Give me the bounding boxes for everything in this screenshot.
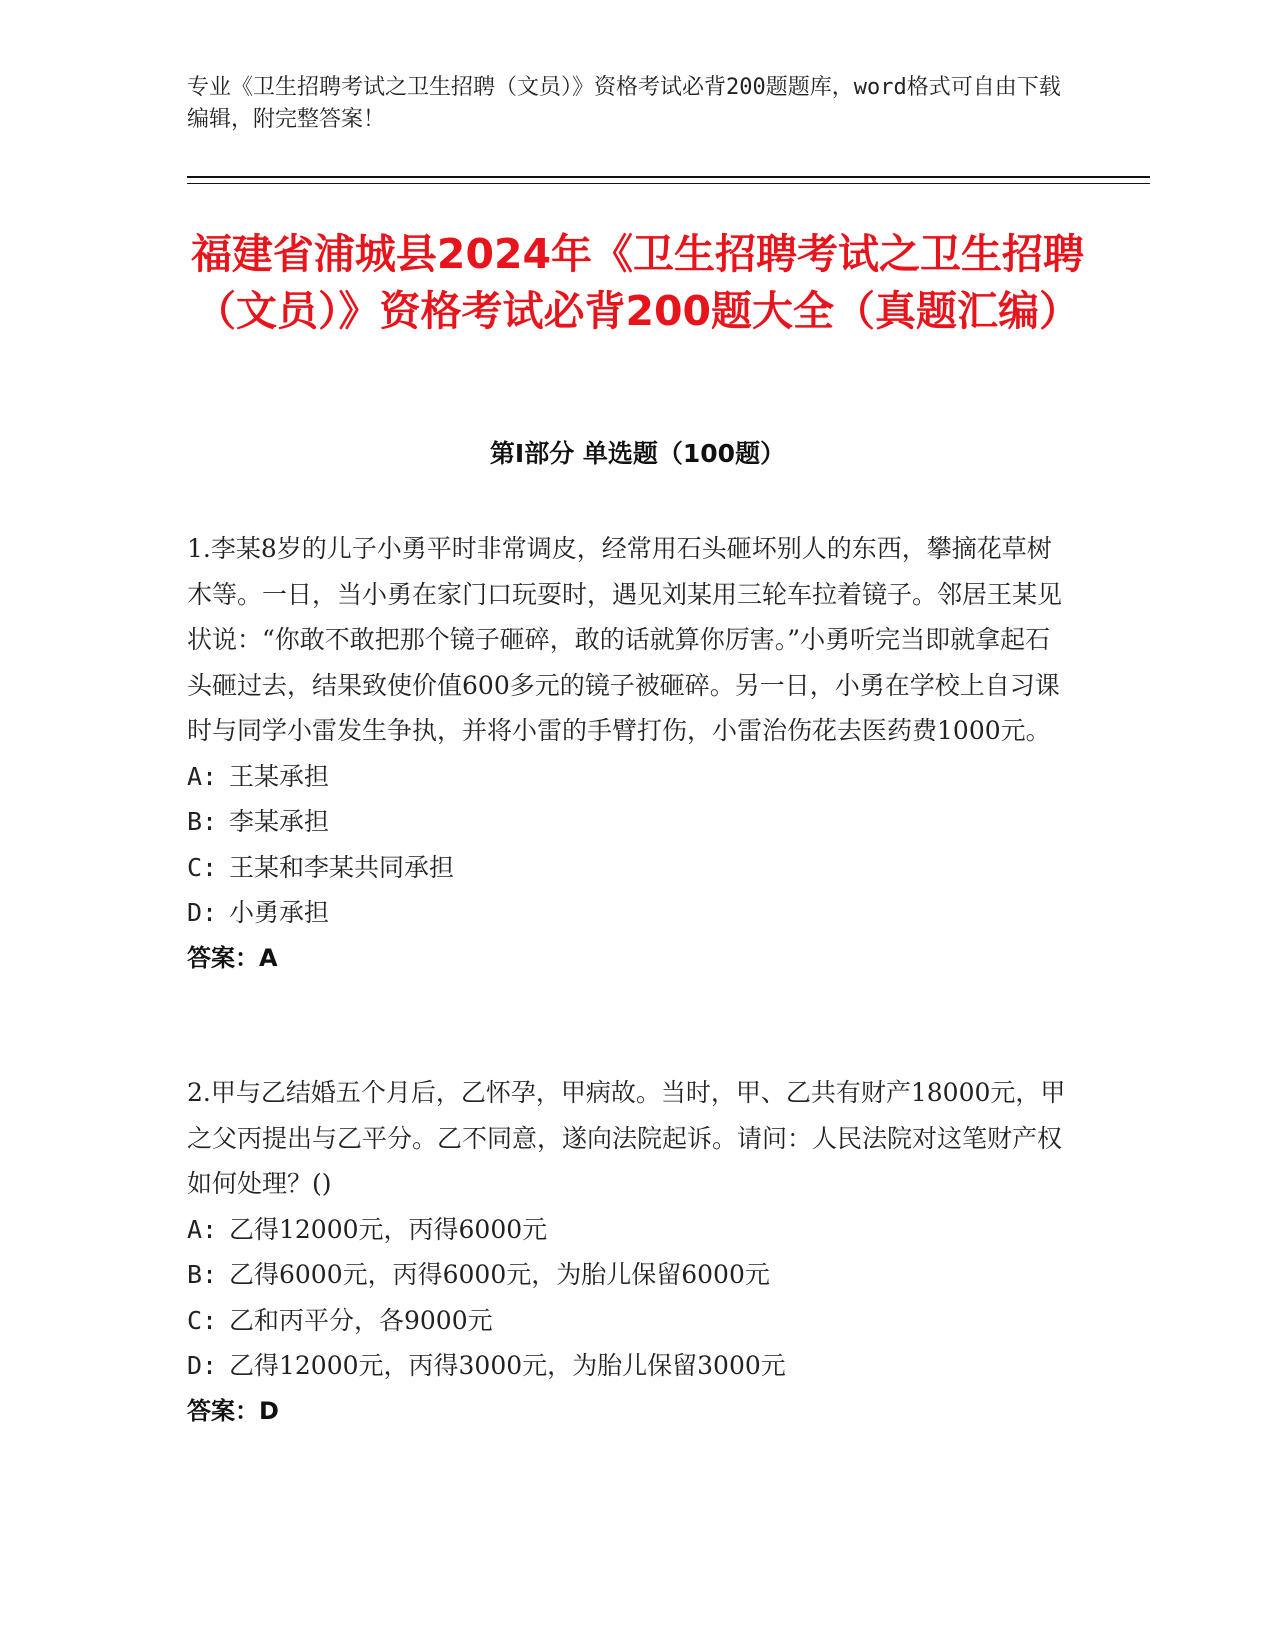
question-2 bbox=[187, 1070, 1067, 1434]
option-letter: D: bbox=[187, 1351, 218, 1380]
header-divider-thin bbox=[187, 183, 1150, 184]
document-title: 福建省浦城县2024年《卫生招聘考试之卫生招聘（文员）》资格考试必背200题大全（真题汇编） bbox=[190, 230, 1085, 335]
option-letter: D: bbox=[187, 898, 218, 927]
option-text: 王某和李某共同承担 bbox=[229, 852, 455, 882]
question-stem: 1.李某8岁的儿子小勇平时非常调皮，经常用石头砸坏别人的东西，攀摘花草树木等。一日，当小勇在家门口玩耍时，遇见刘某用三轮车拉着镜子。邻居王某见状说：“你敢不敢把那个镜子砸碎，敢的话就算你厉害。”小勇听完当即就拿起石头砸过去，结果致使价值600多元的镜子被砸碎。另一日，小勇在学校上自习课时与同学小雷发生争执，并将小雷的手臂打伤，小雷治伤花去医药费1000元。 bbox=[187, 534, 1063, 745]
option-text: 乙得6000元，丙得6000元，为胎儿保留6000元 bbox=[229, 1260, 770, 1289]
option-letter: B: bbox=[187, 807, 218, 836]
option-text: 李某承担 bbox=[229, 807, 330, 836]
option-a bbox=[187, 754, 1067, 800]
option-text: 王某承担 bbox=[229, 761, 330, 791]
option-a bbox=[187, 1207, 1067, 1253]
option-letter: C: bbox=[187, 852, 218, 882]
option-text: 小勇承担 bbox=[229, 898, 330, 927]
option-d bbox=[187, 1343, 1067, 1389]
option-b bbox=[187, 799, 1067, 845]
option-b bbox=[187, 1252, 1067, 1298]
option-text: 乙得12000元，丙得6000元 bbox=[229, 1214, 548, 1244]
section-title: 第I部分 单选题（100题） bbox=[489, 439, 786, 468]
option-text: 乙得12000元，丙得3000元，为胎儿保留3000元 bbox=[229, 1351, 786, 1380]
option-letter: A: bbox=[187, 761, 218, 791]
question-stem: 2.甲与乙结婚五个月后，乙怀孕，甲病故。当时，甲、乙共有财产18000元，甲之父丙提出与乙平分。乙不同意，遂向法院起诉。请问：人民法院对这笔财产权如何处理？() bbox=[187, 1078, 1066, 1198]
option-text: 乙和丙平分，各9000元 bbox=[229, 1305, 493, 1335]
option-letter: A: bbox=[187, 1214, 218, 1244]
option-letter: C: bbox=[187, 1305, 218, 1335]
answer-line: 答案：A bbox=[187, 943, 278, 972]
answer-line: 答案：D bbox=[187, 1396, 279, 1425]
option-c bbox=[187, 845, 1067, 891]
option-letter: B: bbox=[187, 1260, 218, 1289]
option-c bbox=[187, 1298, 1067, 1344]
header-note: 专业《卫生招聘考试之卫生招聘（文员）》资格考试必背200题题库，word格式可自由下载编辑，附完整答案！ bbox=[187, 75, 1061, 132]
header-divider-thick bbox=[187, 176, 1150, 178]
question-1 bbox=[187, 526, 1067, 981]
option-d bbox=[187, 890, 1067, 936]
